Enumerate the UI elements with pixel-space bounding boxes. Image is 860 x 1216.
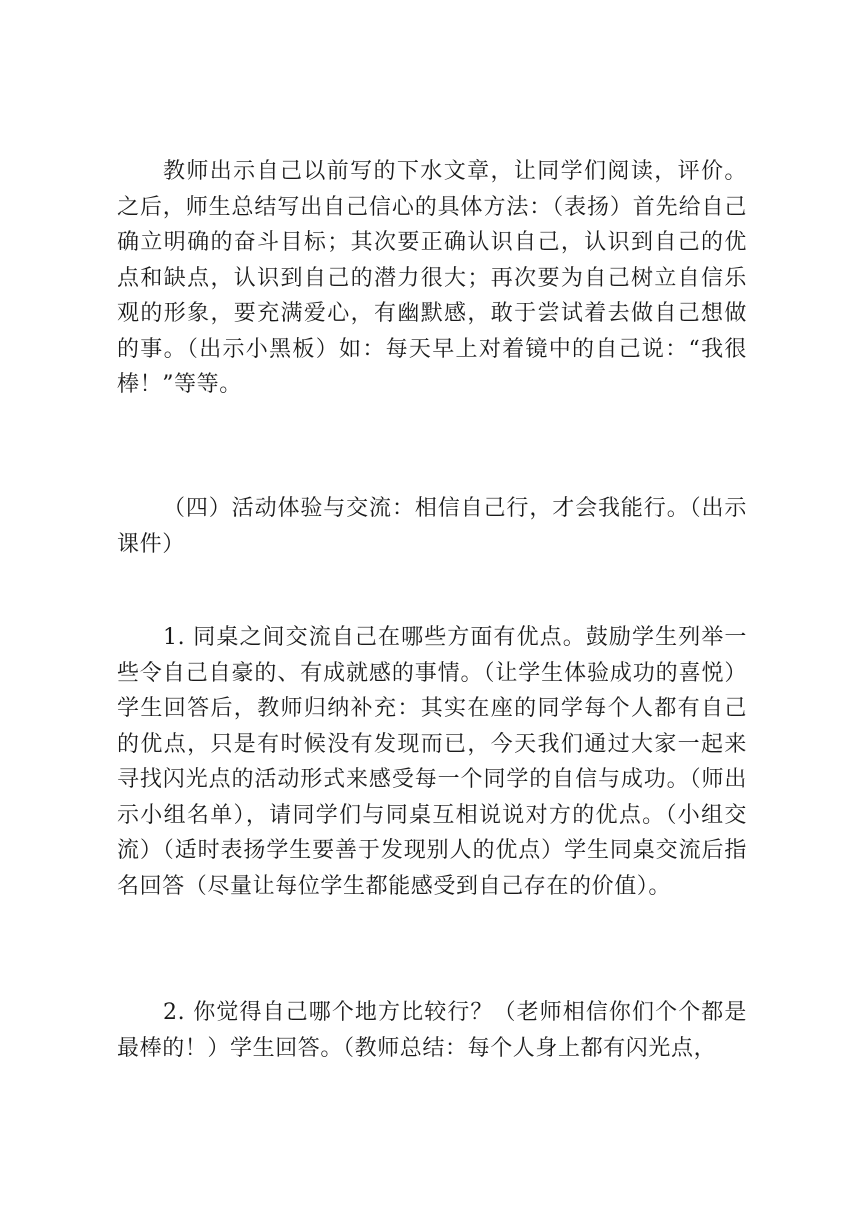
- paragraph-section-four-heading: （四）活动体验与交流：相信自己行，才会我能行。（出示课件）: [117, 496, 747, 557]
- paragraph-item-2: 2. 你觉得自己哪个地方比较行？（老师相信你们个个都是最棒的！）学生回答。（教师总结：每个人身上都有闪光点，: [117, 1000, 747, 1061]
- paragraph-teacher-demo: 教师出示自己以前写的下水文章，让同学们阅读，评价。之后，师生总结写出自己信心的具体方法：（表扬）首先给自己确立明确的奋斗目标；其次要正确认识自己，认识到自己的优点和缺点，认识到自己的潜力很大；再次要为自己树立自信乐观的形象，要充满爱心，有幽默感，敢于尝试着去做自己想做的事。（出示小黑板）如：每天早上对着镜中的自己说：“我很棒！”等等。: [117, 159, 747, 397]
- paragraph-item-1: 1. 同桌之间交流自己在哪些方面有优点。鼓励学生列举一些令自己自豪的、有成就感的事情。（让学生体验成功的喜悦）学生回答后，教师归纳补充：其实在座的同学每个人都有自己的优点，只是有时候没有发现而已，今天我们通过大家一起来寻找闪光点的活动形式来感受每一个同学的自信与成功。（师出示小组名单），请同学们与同桌互相说说对方的优点。（小组交流）（适时表扬学生要善于发现别人的优点）学生同桌交流后指名回答（尽量让每位学生都能感受到自己存在的价值）。: [117, 625, 747, 899]
